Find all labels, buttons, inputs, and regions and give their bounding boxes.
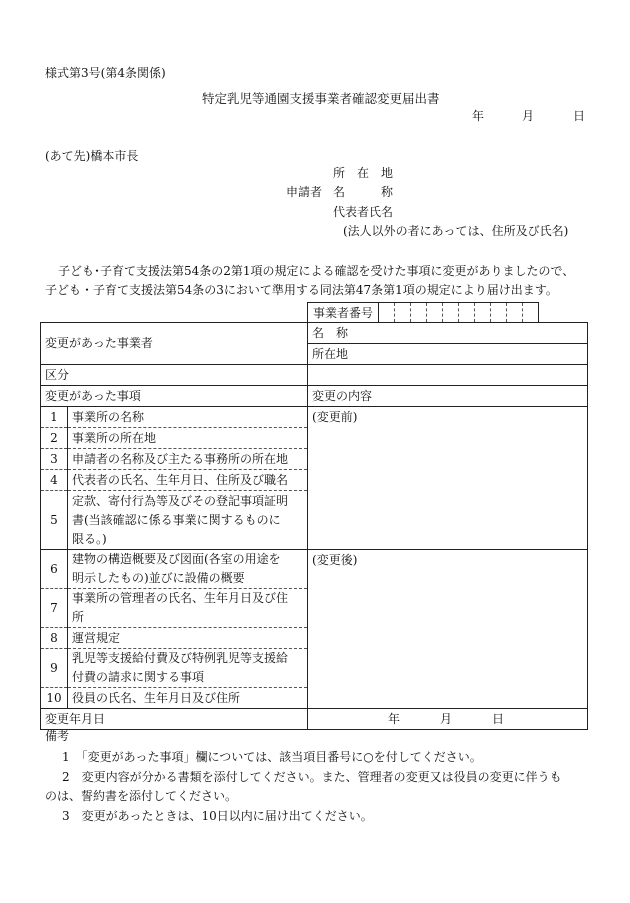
business-name-field[interactable] <box>308 323 588 344</box>
business-number-digit[interactable] <box>427 303 443 323</box>
business-location-label: 所在地 <box>312 346 349 361</box>
item-number[interactable]: 5 <box>41 491 68 550</box>
change-before-field[interactable] <box>308 407 588 550</box>
applicant-note: (法人以外の者にあっては、住所及び氏名) <box>343 224 569 238</box>
item-number[interactable]: 8 <box>41 628 68 649</box>
business-number-digit[interactable] <box>395 303 411 323</box>
business-number-digit[interactable] <box>507 303 523 323</box>
item-text: 申請者の名称及び主たる事務所の所在地 <box>68 449 308 470</box>
item-text-line: 限る。) <box>72 531 107 546</box>
item-text <box>68 649 308 688</box>
change-date-day: 日 <box>492 711 505 726</box>
business-number-table <box>307 302 539 323</box>
form-title: 特定乳児等通園支援事業者確認変更届出書 <box>202 91 440 106</box>
change-content-header: 変更の内容 <box>308 386 588 407</box>
changed-items-header: 変更があった事項 <box>41 386 308 407</box>
change-form-table <box>40 322 588 730</box>
business-name-label: 名 称 <box>312 325 349 340</box>
business-number-digit[interactable] <box>475 303 491 323</box>
item-text <box>68 550 308 589</box>
item-text: 事業所の名称 <box>68 407 308 428</box>
business-number-digit[interactable] <box>459 303 475 323</box>
item-text <box>68 589 308 628</box>
applicant-label: 申請者 <box>286 185 323 199</box>
item-text-line: 付費の請求に関する事項 <box>72 670 205 684</box>
item-text-line: 定款、寄付行為等及びその登記事項証明 <box>72 493 289 508</box>
remark-3: 3 変更があったときは、10日以内に届け出てください。 <box>62 809 373 823</box>
item-text: 運営規定 <box>68 628 308 649</box>
business-number-digit[interactable] <box>491 303 507 323</box>
intro-line-1: 子ども･子育て支援法第54条の2第1項の規定による確認を受けた事項に変更がありましたので、 <box>58 264 575 278</box>
remark-2: 2 変更内容が分かる書類を添付してください。また、管理者の変更又は役員の変更に伴うも <box>62 770 562 784</box>
item-number[interactable]: 6 <box>41 550 68 589</box>
remark-1: 1 「変更があった事項」欄については、該当項目番号に○を付してください。 <box>62 750 482 764</box>
business-number-digit[interactable] <box>523 303 539 323</box>
item-text <box>68 491 308 550</box>
change-date-month: 月 <box>440 711 453 726</box>
business-number-digit[interactable] <box>411 303 427 323</box>
applicant-address-label: 所 在 地 <box>333 166 394 180</box>
item-number[interactable]: 3 <box>41 449 68 470</box>
change-after-field[interactable] <box>308 550 588 709</box>
item-text: 事業所の所在地 <box>68 428 308 449</box>
date-month: 月 <box>522 109 535 123</box>
change-after-label: (変更後) <box>312 553 358 567</box>
changed-business-label: 変更があった事業者 <box>41 323 308 365</box>
item-text-line: 事業所の管理者の氏名、生年月日及び住 <box>72 591 289 605</box>
change-date-year: 年 <box>388 711 401 726</box>
item-text-line: 書(当該確認に係る事業に関するものに <box>72 512 281 527</box>
date-day: 日 <box>573 109 586 123</box>
category-field[interactable] <box>308 365 588 386</box>
business-number-digit[interactable] <box>379 303 395 323</box>
form-number: 様式第3号(第4条関係) <box>45 66 166 80</box>
item-text-line: 乳児等支援給付費及び特例乳児等支援給 <box>72 651 289 665</box>
addressee: (あて先)橋本市長 <box>45 149 139 163</box>
item-text: 代表者の氏名、生年月日、住所及び職名 <box>68 470 308 491</box>
item-number[interactable]: 7 <box>41 589 68 628</box>
item-number[interactable]: 2 <box>41 428 68 449</box>
item-text-line: 明示したもの)並びに設備の概要 <box>72 571 245 585</box>
change-date-field[interactable] <box>308 709 588 730</box>
date-year: 年 <box>472 109 485 123</box>
item-text: 役員の氏名、生年月日及び住所 <box>68 688 308 709</box>
category-label: 区分 <box>41 365 308 386</box>
item-number[interactable]: 10 <box>41 688 68 709</box>
business-number-label: 事業者番号 <box>308 303 379 323</box>
change-date-label: 変更年月日 <box>41 709 308 730</box>
applicant-name-label: 名 称 <box>333 185 394 199</box>
business-location-field[interactable] <box>308 344 588 365</box>
item-number[interactable]: 4 <box>41 470 68 491</box>
intro-line-2: 子ども・子育て支援法第54条の3において準用する同法第47条第1項の規定により届け出ます。 <box>45 283 558 297</box>
item-text-line: 所 <box>72 610 85 624</box>
business-number-digit[interactable] <box>443 303 459 323</box>
change-before-label: (変更前) <box>312 410 358 424</box>
item-text-line: 建物の構造概要及び図面(各室の用途を <box>72 552 281 566</box>
item-number[interactable]: 1 <box>41 407 68 428</box>
applicant-rep-label: 代表者氏名 <box>333 205 394 219</box>
remark-2-cont: のは、誓約書を添付してください。 <box>45 789 238 803</box>
remarks-title: 備考 <box>45 729 70 743</box>
item-number[interactable]: 9 <box>41 649 68 688</box>
